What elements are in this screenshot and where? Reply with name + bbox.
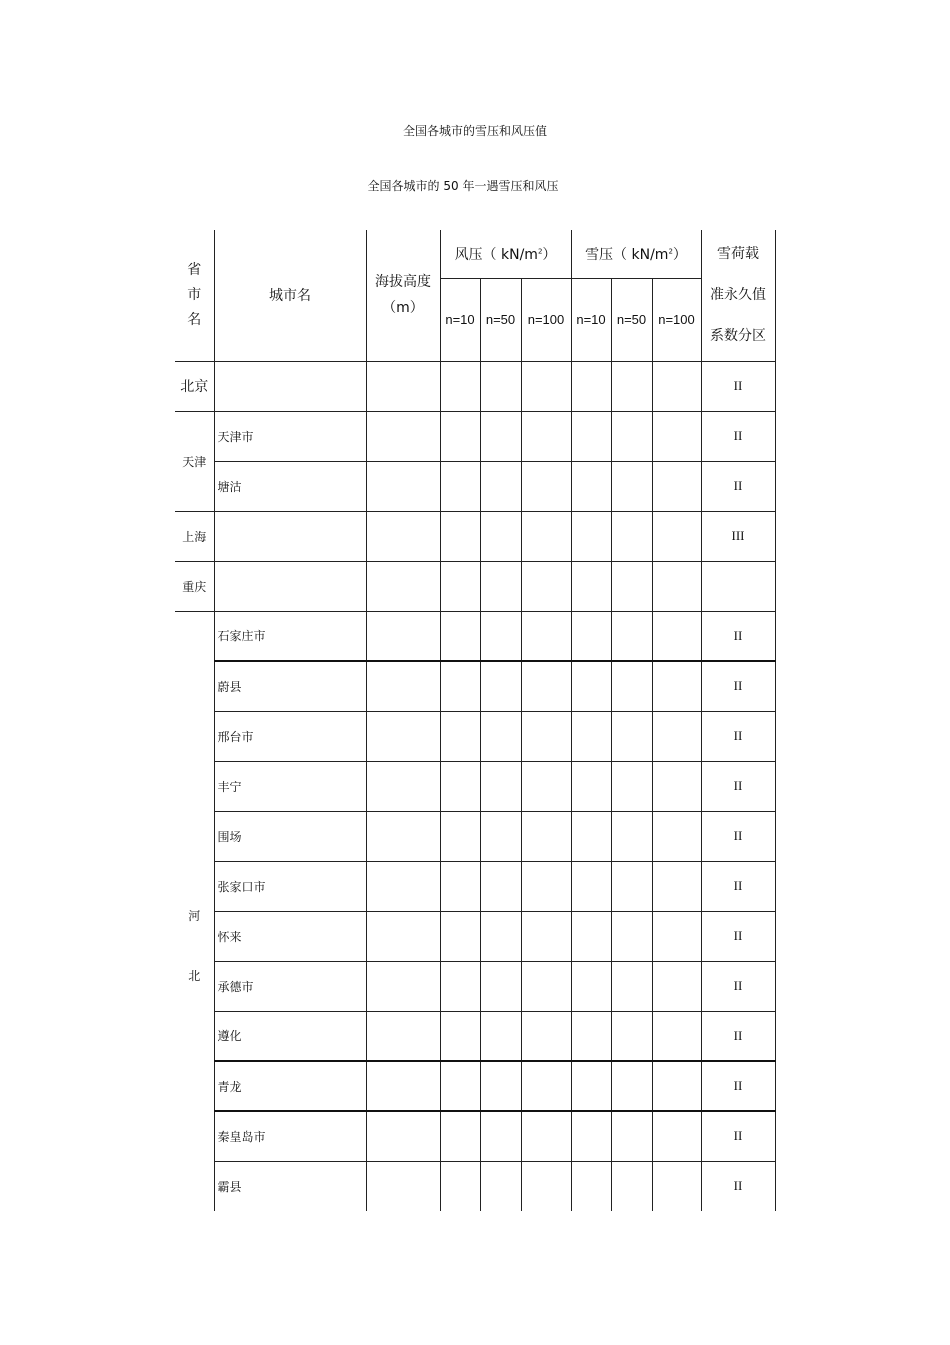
city-cell <box>214 561 366 611</box>
province-cell: 重庆 <box>175 561 214 611</box>
city-cell: 承德市 <box>214 961 366 1011</box>
zone-cell: II <box>701 461 775 511</box>
city-cell: 丰宁 <box>214 761 366 811</box>
table-row <box>175 861 775 911</box>
table-row <box>175 761 775 811</box>
snow-load-zone-header: 雪荷载 准永久值 系数分区 <box>701 230 775 361</box>
province-cell: 北京 <box>175 361 214 411</box>
city-cell: 青龙 <box>214 1061 366 1111</box>
city-cell: 塘沽 <box>214 461 366 511</box>
table-row <box>175 1111 775 1161</box>
table-row <box>175 711 775 761</box>
table-row <box>175 611 775 661</box>
city-cell <box>214 361 366 411</box>
zone-cell: II <box>701 961 775 1011</box>
altitude-header: 海拔高度 （m） <box>366 230 440 361</box>
zone-cell: II <box>701 861 775 911</box>
province-header: 省 市 名 <box>175 230 214 361</box>
zone-cell: II <box>701 1061 775 1111</box>
header-row-1 <box>175 230 775 278</box>
table-row <box>175 361 775 411</box>
table-row <box>175 411 775 461</box>
province-cell: 上海 <box>175 511 214 561</box>
table-row <box>175 811 775 861</box>
wind-n100-header: n=100 <box>521 278 571 361</box>
pressure-table <box>175 230 776 1211</box>
wind-pressure-header: 风压（ $kN/m^2$） <box>440 230 571 278</box>
snow-n100-header: n=100 <box>652 278 701 361</box>
zone-cell: II <box>701 1011 775 1061</box>
zone-cell: II <box>701 711 775 761</box>
table-row <box>175 561 775 611</box>
table-row <box>175 961 775 1011</box>
zone-cell <box>701 561 775 611</box>
city-cell: 怀来 <box>214 911 366 961</box>
province-cell: 天津 <box>175 411 214 511</box>
table-row <box>175 1161 775 1211</box>
snow-n10-header: n=10 <box>571 278 611 361</box>
wind-n50-header: n=50 <box>480 278 521 361</box>
table-row <box>175 911 775 961</box>
table-row <box>175 511 775 561</box>
zone-cell: II <box>701 361 775 411</box>
city-cell: 围场 <box>214 811 366 861</box>
table-row <box>175 1011 775 1061</box>
zone-cell: II <box>701 661 775 711</box>
zone-cell: II <box>701 1161 775 1211</box>
city-cell: 张家口市 <box>214 861 366 911</box>
city-cell: 石家庄市 <box>214 611 366 661</box>
city-cell: 遵化 <box>214 1011 366 1061</box>
zone-cell: II <box>701 611 775 661</box>
document-title: 全国各城市的雪压和风压值 <box>402 124 547 138</box>
zone-cell: II <box>701 761 775 811</box>
table-row <box>175 661 775 711</box>
city-header: 城市名 <box>214 230 366 361</box>
zone-cell: III <box>701 511 775 561</box>
table-title: 全国各城市的 50 年一遇雪压和风压 <box>367 179 559 193</box>
table-row <box>175 1061 775 1111</box>
city-cell: 蔚县 <box>214 661 366 711</box>
snow-n50-header: n=50 <box>611 278 652 361</box>
city-cell <box>214 511 366 561</box>
zone-cell: II <box>701 1111 775 1161</box>
city-cell: 邢台市 <box>214 711 366 761</box>
city-cell: 天津市 <box>214 411 366 461</box>
city-cell: 秦皇岛市 <box>214 1111 366 1161</box>
province-cell: 河 北 <box>175 611 214 1211</box>
zone-cell: II <box>701 411 775 461</box>
zone-cell: II <box>701 911 775 961</box>
zone-cell: II <box>701 811 775 861</box>
table-row <box>175 461 775 511</box>
city-cell: 霸县 <box>214 1161 366 1211</box>
snow-pressure-header: 雪压（ $kN/m^2$） <box>571 230 701 278</box>
wind-n10-header: n=10 <box>440 278 480 361</box>
